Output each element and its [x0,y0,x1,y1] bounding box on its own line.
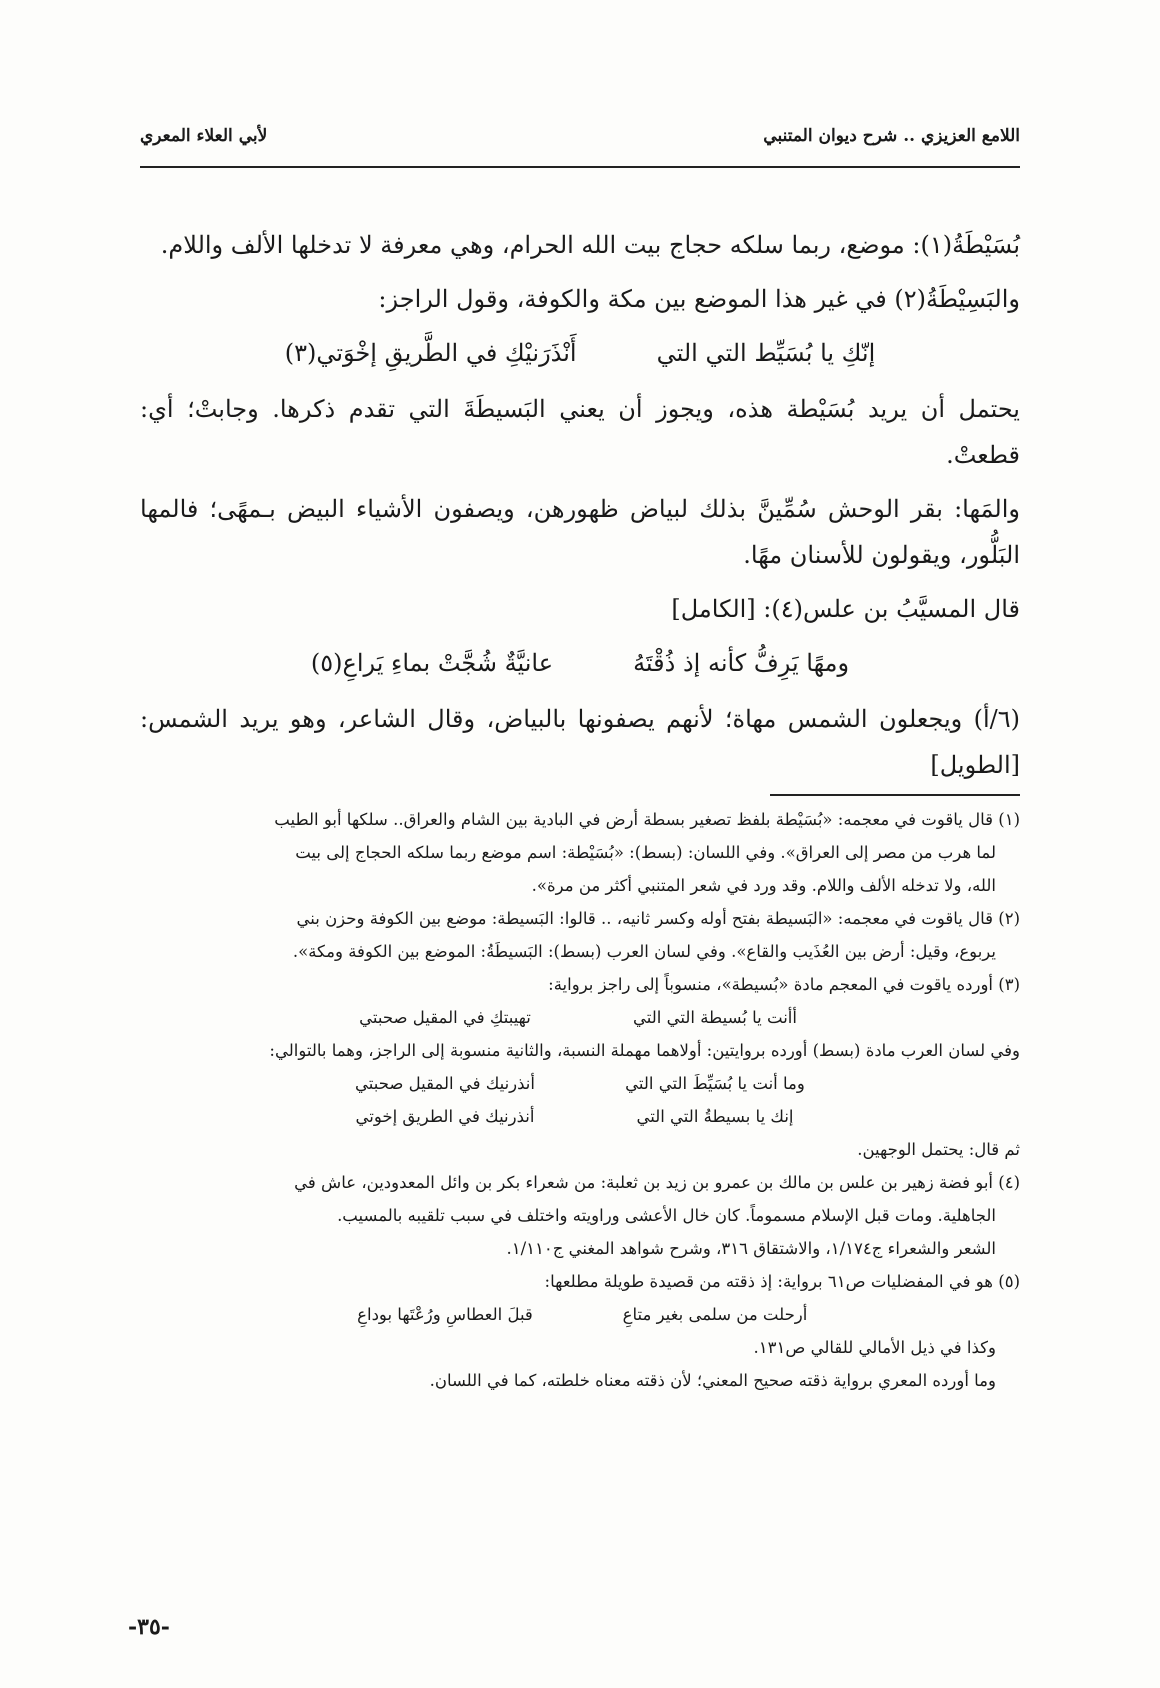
footnote-3-line-3: ثم قال: يحتمل الوجهين. [857,1140,1020,1159]
verse-rajaz [140,330,1020,376]
footnote-3-verse-1 [140,1001,1020,1034]
footnote-1-line-2: لما هرب من مصر إلى العراق». وفي اللسان: (بسط): «بُسَيْطة: اسم موضع ربما سلكه الحجاج إلى بيت [295,843,996,862]
footnote-3-verse-2 [140,1067,1020,1100]
verse-hemistich-second: قبلَ العطاسِ ورُعْتَها بوداعِ [357,1305,533,1324]
footnote-5-line-2: وكذا في ذيل الأمالي للقالي ص١٣١. [753,1338,996,1357]
verse-hemistich-first: أرحلت من سلمى بغير متاعِ [622,1305,808,1324]
footnotes [140,803,1020,1397]
footnote-4-line-1: (٤) أبو فضة زهير بن علس بن مالك بن عمرو بن زيد بن ثعلبة: من شعراء بكر بن وائل المعدودين، عاش في [294,1173,1020,1192]
footnote-2-line-2: يربوع، وقيل: أرض بين العُذَيب والقاع». وفي لسان العرب (بسط): البَسيطَةُ: الموضع بين الكوفة ومكة». [292,942,996,961]
footnote-5-verse [140,1298,1020,1331]
paragraph-musayyab: قال المسيَّبُ بن علس(٤): [الكامل] [671,595,1020,623]
footnote-3-verse-3 [140,1100,1020,1133]
verse-hemistich-second: أنذرنيك في الطريق إخوتي [355,1107,535,1126]
verse-hemistich-first: أأنت يا بُسيطة التي التي [633,1008,797,1027]
footnote-2-line-1: (٢) قال ياقوت في معجمه: «البَسيطة بفتح أوله وكسر ثانيه، .. قالوا: البَسيطة: موضع بين الكوفة وحزن بني [296,909,1020,928]
main-text [140,222,1020,796]
running-header [140,122,1020,168]
footnote-1-line-3: الله، ولا تدخله الألف واللام. وقد ورد في شعر المتنبي أكثر من مرة». [531,876,996,895]
footnote-3-line-1: (٣) أورده ياقوت في المعجم مادة «بُسيطة»، منسوباً إلى راجز برواية: [548,975,1020,994]
verse-hemistich-second: عانيَّةٌ شُجَّتْ بماءِ يَراعِ(٥) [310,649,554,677]
header-book-title: اللامع العزيزي .. شرح ديوان المتنبي [763,126,1020,146]
paragraph-basita: والبَسِيْطَةُ(٢) في غير هذا الموضع بين مكة والكوفة، وقول الراجز: [378,285,1020,313]
paragraph-sun: (٦/أ) ويجعلون الشمس مهاة؛ لأنهم يصفونها بالبياض، وقال الشاعر، وهو يريد الشمس: [الطويل] [140,705,1021,779]
verse-hemistich-first: إنك يا بسيطةُ التي التي [636,1107,794,1126]
footnote-3-line-2: وفي لسان العرب مادة (بسط) أورده بروايتين: أولاهما مهملة النسبة، والثانية منسوبة إلى الراجز، وهما بالتوالي: [269,1041,1020,1060]
page-number: -٣٥- [128,1614,170,1640]
paragraph-interpretation: يحتمل أن يريد بُسَيْطة هذه، ويجوز أن يعني البَسيطَةَ التي تقدم ذكرها. وجابتْ؛ أي: قطعتْ. [140,395,1020,469]
footnote-5-line-1: (٥) هو في المفضليات ص٦١ برواية: إذ ذقته من قصيدة طويلة مطلعها: [544,1272,1020,1291]
verse-hemistich-second: تهيبتكِ في المقيل صحبتي [359,1008,531,1027]
header-author: لأبي العلاء المعري [140,126,268,146]
footnote-5-line-3: وما أورده المعري برواية ذقته صحيح المعني؛ لأن ذقته معناه خلطته، كما في اللسان. [429,1371,996,1390]
verse-kamil [140,640,1020,686]
footnote-4-line-3: الشعر والشعراء ج١/١٧٤، والاشتقاق ٣١٦، وشرح شواهد المغني ج١/١١٠. [506,1239,996,1258]
verse-hemistich-first: إنّكِ يا بُسَيِّط التي التي [656,339,876,367]
footnote-4-line-2: الجاهلية. ومات قبل الإسلام مسموماً. كان خال الأعشى وراويته واختلف في سبب تلقيبه بالمسيب. [337,1206,996,1225]
footnote-separator [770,794,1020,796]
paragraph-busayta: بُسَيْطَةُ(١): موضع، ربما سلكه حجاج بيت الله الحرام، وهي معرفة لا تدخلها الألف واللام. [160,231,1020,259]
verse-hemistich-first: ومهًا يَرِفُّ كأنه إذ ذُقْتَهُ [633,649,850,677]
verse-hemistich-second: أنذرنيك في المقيل صحبتي [354,1074,535,1093]
paragraph-maha: والمَها: بقر الوحش سُمِّينَّ بذلك لبياض ظهورهن، ويصفون الأشياء البيض بـمهًى؛ فالمها البَلُّور، ويقولون للأسنان مهًا. [140,495,1020,569]
verse-hemistich-first: وما أنت يا بُسَيِّطَ التي التي [625,1074,805,1093]
verse-hemistich-second: أَنْذَرَنيْكِ في الطَّريقِ إخْوَتي(٣) [284,339,577,367]
footnote-1-line-1: (١) قال ياقوت في معجمه: «بُسَيْطة بلفظ تصغير بسطة أرض في البادية بين الشام والعراق.. سلكها أبو الطيب [274,810,1020,829]
